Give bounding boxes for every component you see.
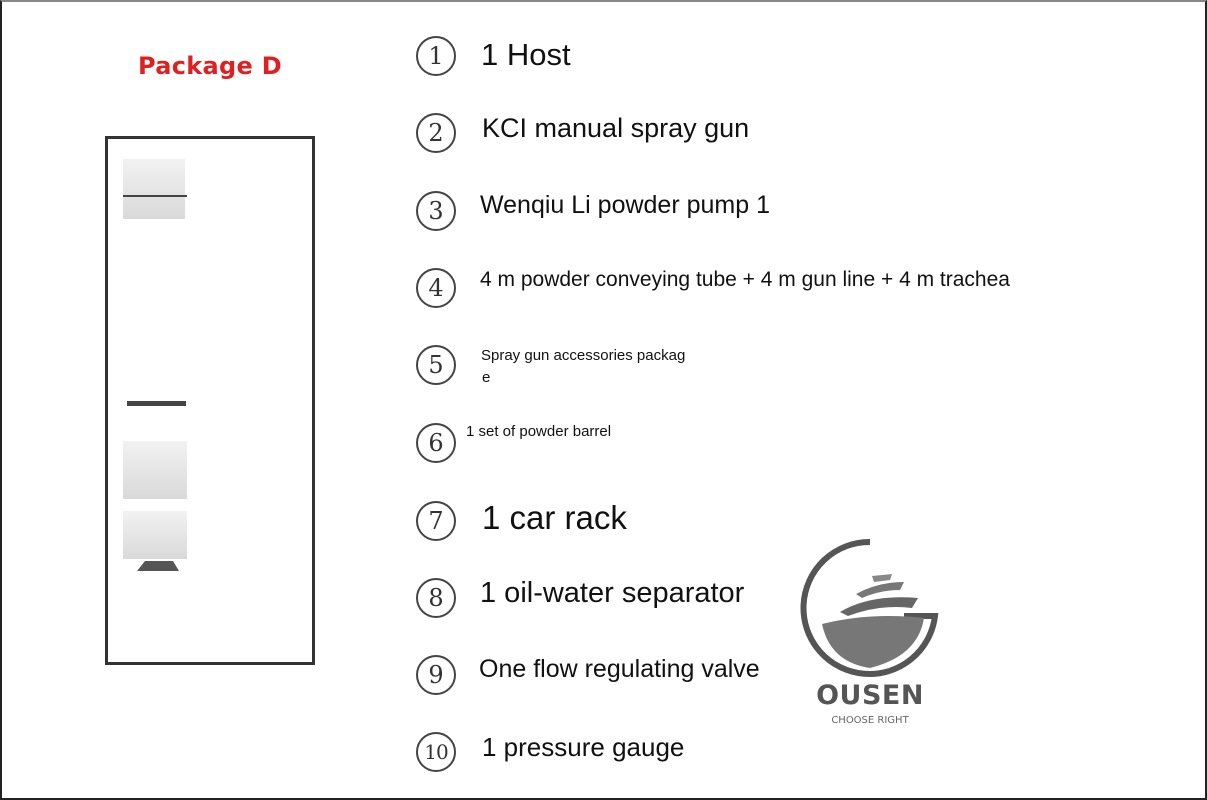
item-number: 10 [416, 732, 456, 772]
item-text: 1 car rack [482, 499, 627, 536]
item-text-wrap: e [482, 369, 491, 386]
item-number: 1 [416, 36, 456, 76]
item-number: 4 [416, 268, 456, 308]
product-thumbnail [123, 441, 187, 499]
item-text: KCI manual spray gun [482, 113, 750, 143]
item-text: Wenqiu Li powder pump 1 [480, 191, 770, 219]
cart-base-icon [133, 557, 183, 577]
item-number: 8 [416, 578, 456, 618]
item-text: 1 Host [481, 37, 571, 72]
item-text: 1 pressure gauge [482, 732, 685, 762]
divider-line [127, 401, 186, 406]
product-image-panel [105, 136, 315, 665]
item-number: 7 [416, 501, 456, 541]
item-text: One flow regulating valve [479, 655, 760, 683]
product-thumbnail [123, 511, 187, 559]
item-text: 1 set of powder barrel [466, 423, 612, 440]
item-text: 1 oil-water separator [480, 577, 745, 609]
item-number: 6 [416, 423, 456, 463]
package-title: Package D [138, 52, 282, 80]
item-number: 2 [416, 113, 456, 153]
item-number: 9 [416, 655, 456, 695]
item-number: 5 [416, 345, 456, 385]
brand-slogan: CHOOSE RIGHT [831, 715, 909, 726]
brand-name: OUSEN [816, 680, 924, 711]
item-text: Spray gun accessories packag [481, 347, 686, 364]
divider-line [123, 195, 187, 197]
item-number: 3 [416, 191, 456, 231]
product-thumbnail [123, 159, 185, 219]
item-text: 4 m powder conveying tube + 4 m gun line + 4 m trachea [480, 268, 1010, 291]
